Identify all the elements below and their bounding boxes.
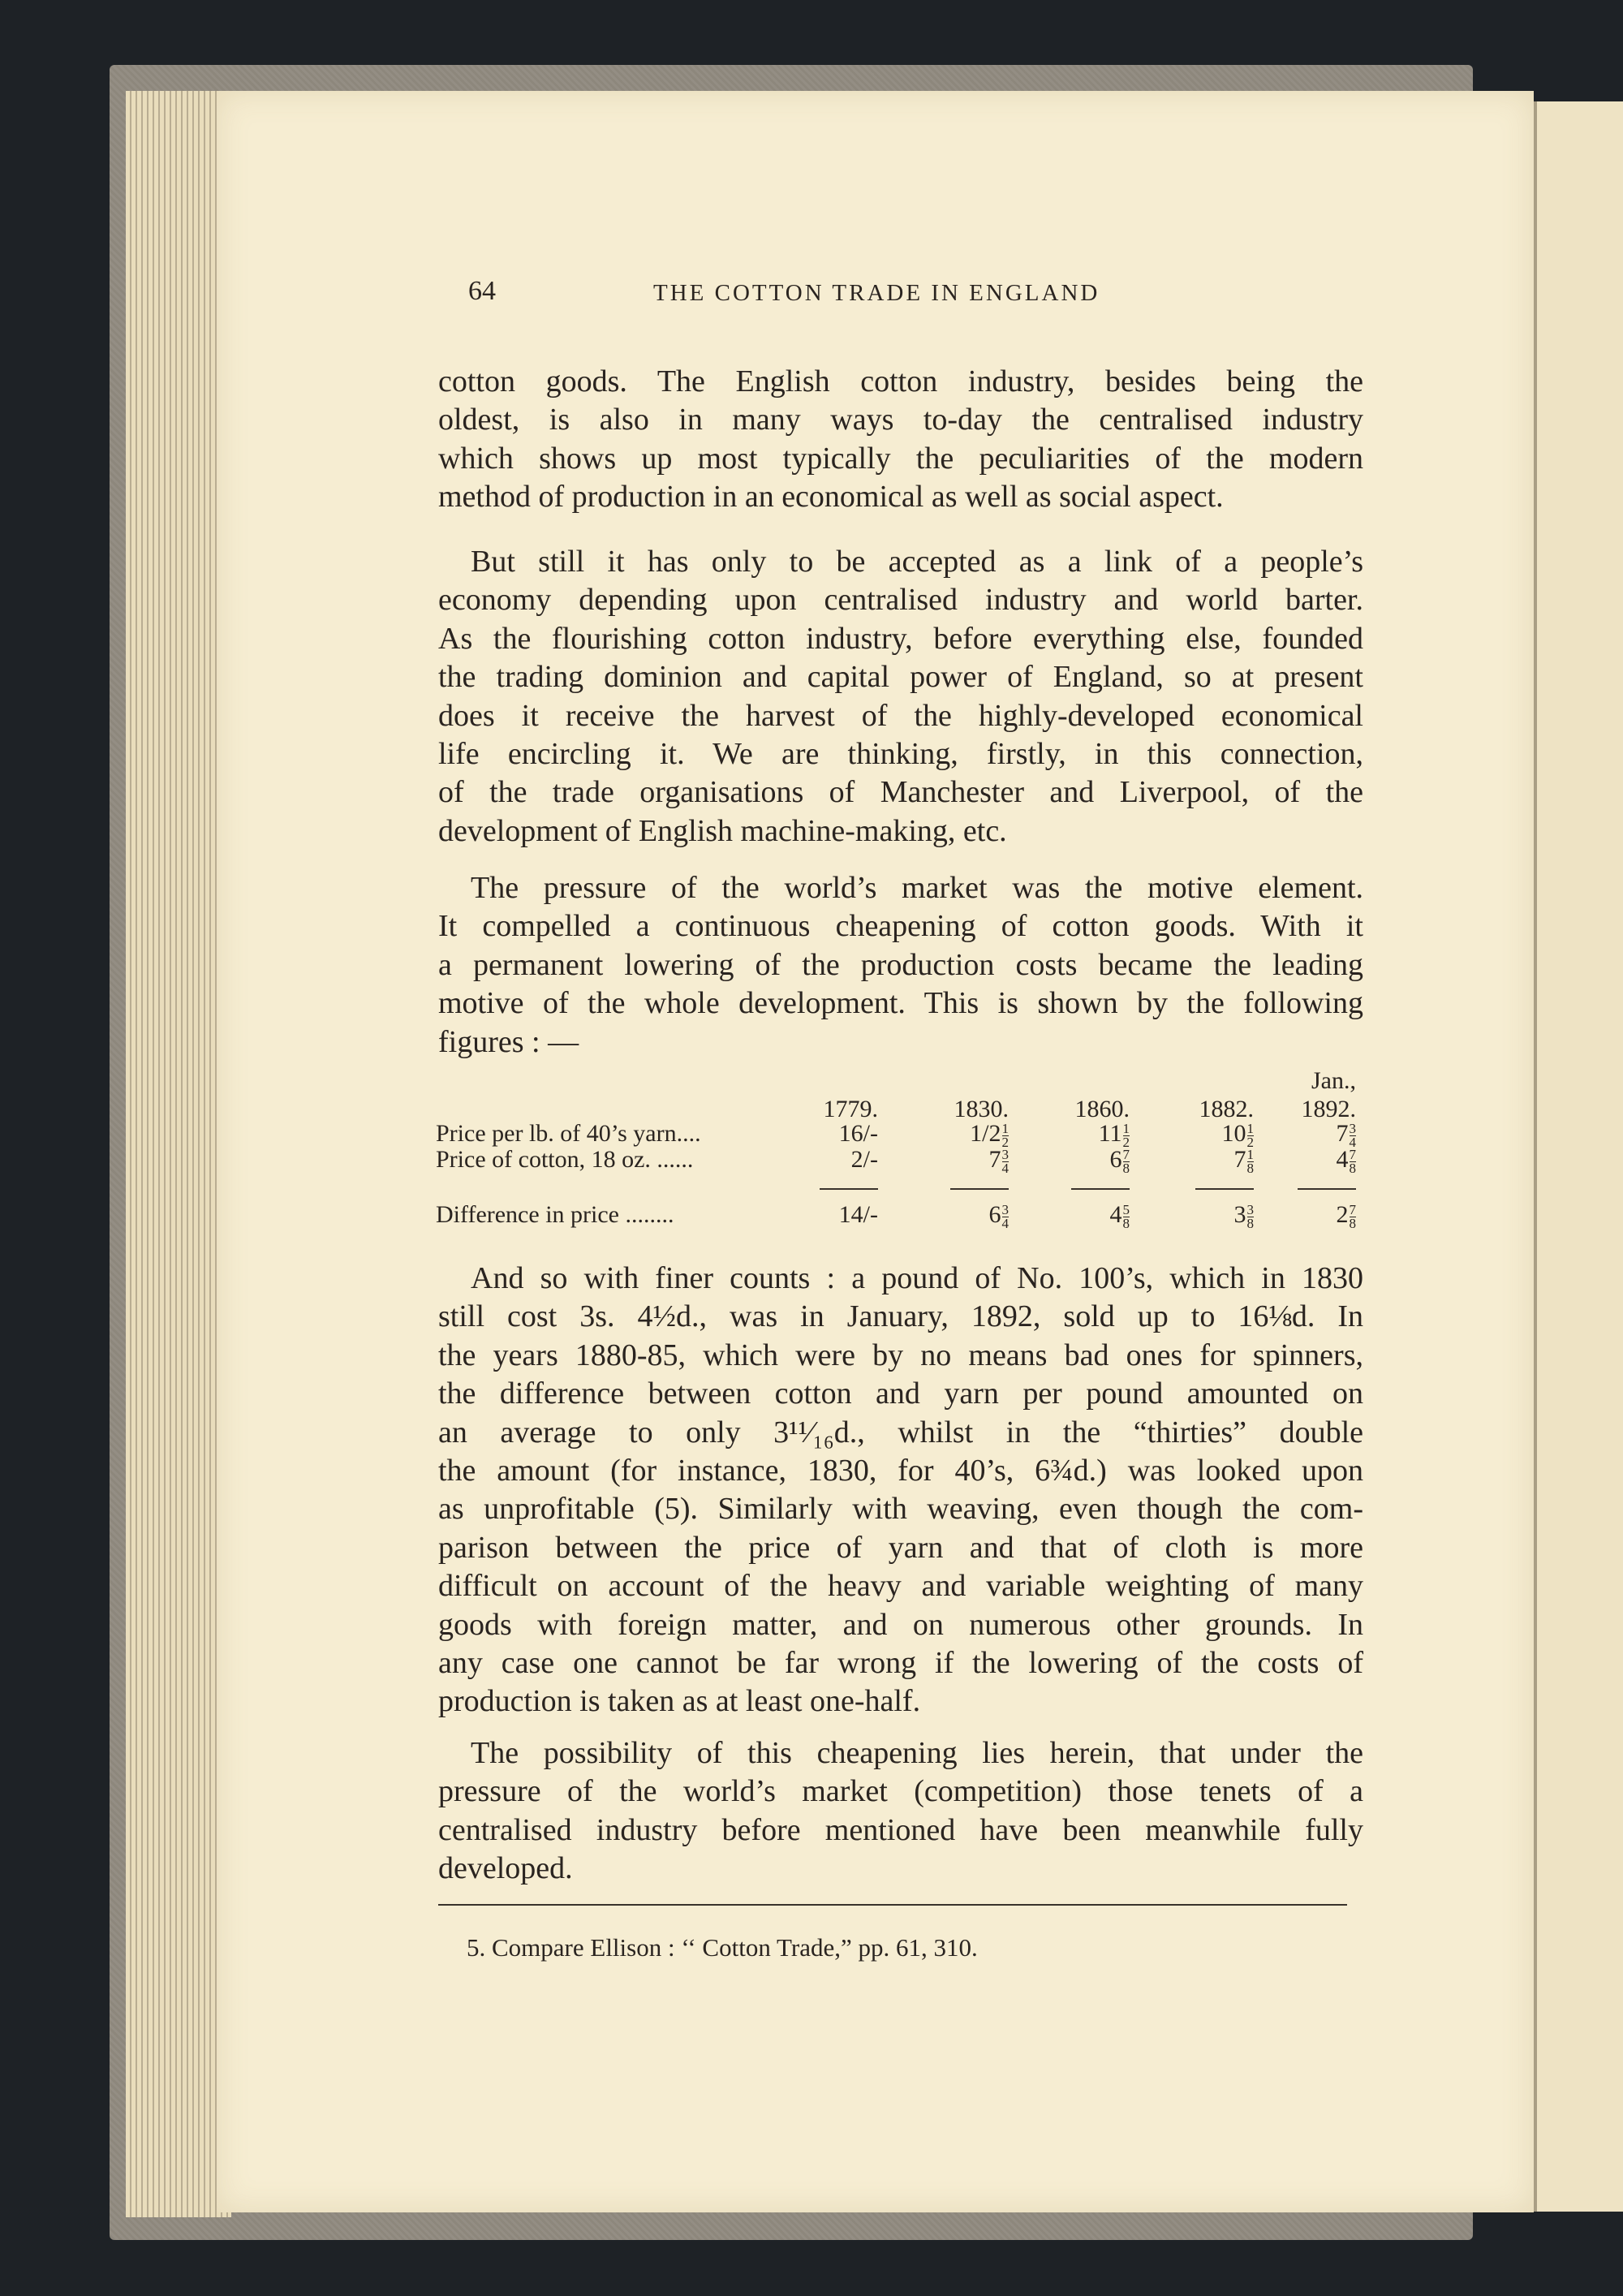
- numerator: 7: [1122, 1146, 1130, 1162]
- denominator: 8: [1122, 1160, 1130, 1176]
- text-line: centralised industry before mentioned have been meanwhile fully: [438, 1812, 1363, 1847]
- table-year-header: 1882.: [1199, 1096, 1254, 1122]
- text-line: It compelled a continuous cheapening of cotton goods. With it: [438, 909, 1363, 944]
- table-cell: [1242, 1201, 1356, 1230]
- paragraph-2: [438, 543, 1363, 851]
- text-line: as unprofitable (5). Similarly with weaving, even though the com-: [438, 1492, 1363, 1527]
- cell-fraction: [1123, 1122, 1130, 1149]
- text-line: any case one cannot be far wrong if the lowering of the costs of: [438, 1645, 1363, 1680]
- denominator: 4: [1001, 1160, 1009, 1176]
- text-line: figures : —: [438, 1024, 579, 1059]
- cell-whole: 14/-: [838, 1201, 878, 1228]
- cell-whole: 2/-: [850, 1146, 878, 1173]
- numerator: 1: [1246, 1146, 1254, 1162]
- text-line: difficult on account of the heavy and variable weighting of many: [438, 1569, 1363, 1604]
- table-row-label: Difference in price ........: [436, 1201, 674, 1228]
- cell-whole: 10: [1221, 1120, 1246, 1147]
- text-line: an average to only 3¹¹⁄₁₆d., whilst in the “thirties” double: [438, 1415, 1363, 1450]
- table-cell: [1140, 1120, 1254, 1149]
- cell-fraction: [1123, 1148, 1130, 1175]
- cell-whole: 11: [1098, 1120, 1122, 1147]
- denominator: 8: [1122, 1215, 1130, 1231]
- text-line: The possibility of this cheapening lies herein, that under the: [471, 1736, 1363, 1770]
- denominator: 2: [1001, 1134, 1009, 1150]
- cell-whole: 1/2: [970, 1120, 1001, 1147]
- denominator: 8: [1349, 1215, 1356, 1231]
- text-line: method of production in an economical as well as social aspect.: [438, 480, 1224, 515]
- denominator: 8: [1246, 1215, 1254, 1231]
- text-line: development of English machine-making, etc.: [438, 813, 1007, 848]
- table-cell: [764, 1146, 878, 1174]
- numerator: 1: [1001, 1120, 1009, 1136]
- cell-whole: 3: [1233, 1201, 1246, 1228]
- cell-whole: 7: [1336, 1120, 1349, 1147]
- numerator: 3: [1349, 1120, 1356, 1136]
- table-cell: [764, 1120, 878, 1148]
- table-cell: [764, 1201, 878, 1229]
- footnote: 5. Compare Ellison : ‘‘ Cotton Trade,” pp. 61, 310.: [467, 1933, 978, 1962]
- cell-fraction: [1002, 1148, 1010, 1175]
- cell-fraction: [1002, 1122, 1010, 1149]
- text-line: As the flourishing cotton industry, before everything else, founded: [438, 621, 1363, 656]
- text-line: still cost 3s. 4½d., was in January, 1892, sold up to 16⅛d. In: [438, 1299, 1363, 1334]
- paragraph-1: [438, 363, 1363, 517]
- page-number: 64: [468, 276, 496, 306]
- cell-whole: 6: [1109, 1146, 1122, 1173]
- table-cell: [1242, 1120, 1356, 1149]
- denominator: 8: [1246, 1160, 1254, 1176]
- numerator: 7: [1349, 1201, 1356, 1217]
- running-title: THE COTTON TRADE IN ENGLAND: [653, 280, 1100, 306]
- table-year-header: 1830.: [954, 1096, 1009, 1122]
- cell-fraction: [1350, 1122, 1357, 1149]
- cell-whole: 6: [988, 1201, 1001, 1228]
- text-line: parison between the price of yarn and that of cloth is more: [438, 1530, 1363, 1565]
- text-line: economy depending upon centralised industry and world barter.: [438, 583, 1363, 618]
- text-line: But still it has only to be accepted as a link of a people’s: [471, 545, 1363, 579]
- table-cell: [895, 1120, 1009, 1149]
- denominator: 4: [1001, 1215, 1009, 1231]
- numerator: 1: [1246, 1120, 1254, 1136]
- cell-whole: 2: [1336, 1201, 1349, 1228]
- table-sum-rule: [950, 1188, 1009, 1190]
- paragraph-4: [438, 1260, 1363, 1721]
- table-sum-rule: [1298, 1188, 1356, 1190]
- numerator: 3: [1246, 1201, 1254, 1217]
- text-line: motive of the whole development. This is shown by the following: [438, 986, 1363, 1021]
- table-cell: [1242, 1146, 1356, 1175]
- text-line: the amount (for instance, 1830, for 40’s, 6¾d.) was looked upon: [438, 1453, 1363, 1488]
- table-cell: [895, 1201, 1009, 1230]
- text-line: developed.: [438, 1851, 573, 1886]
- text-line: a permanent lowering of the production costs became the leading: [438, 947, 1363, 982]
- numerator: 3: [1001, 1201, 1009, 1217]
- table-cell: [895, 1146, 1009, 1175]
- numerator: 1: [1122, 1120, 1130, 1136]
- text-line: of the trade organisations of Manchester and Liverpool, of the: [438, 775, 1363, 810]
- cell-fraction: [1350, 1148, 1357, 1175]
- table-sum-rule: [1071, 1188, 1130, 1190]
- table-cell: [1016, 1120, 1130, 1149]
- denominator: 8: [1349, 1160, 1356, 1176]
- footnote-divider: [438, 1904, 1347, 1906]
- text-line: which shows up most typically the peculiarities of the modern: [438, 441, 1363, 476]
- table-sum-rule: [1195, 1188, 1254, 1190]
- paragraph-5: [438, 1734, 1363, 1889]
- cell-whole: 7: [1233, 1146, 1246, 1173]
- cell-whole: 7: [988, 1146, 1001, 1173]
- paragraph-3: [438, 869, 1363, 1062]
- text-line: production is taken as at least one-half.: [438, 1684, 921, 1719]
- text-line: life encircling it. We are thinking, firstly, in this connection,: [438, 736, 1363, 771]
- table-cell: [1140, 1146, 1254, 1175]
- cell-fraction: [1001, 1201, 1010, 1231]
- numerator: 7: [1349, 1146, 1356, 1162]
- text-line: And so with finer counts : a pound of No. 100’s, which in 1830: [471, 1261, 1363, 1295]
- text-line: pressure of the world’s market (competition) those tenets of a: [438, 1774, 1363, 1809]
- denominator: 2: [1122, 1134, 1130, 1150]
- table-row-label: Price of cotton, 18 oz. ......: [436, 1146, 694, 1173]
- table-year-header: 1860.: [1074, 1096, 1130, 1122]
- table-cell: [1016, 1146, 1130, 1175]
- page-edges: [126, 91, 231, 2217]
- numerator: 3: [1001, 1146, 1009, 1162]
- denominator: 2: [1246, 1134, 1254, 1150]
- text-line: oldest, is also in many ways to-day the centralised industry: [438, 403, 1363, 437]
- table-row-label: Price per lb. of 40’s yarn....: [436, 1120, 701, 1147]
- facing-page-edge: [1534, 101, 1623, 2212]
- text-line: the trading dominion and capital power of England, so at present: [438, 660, 1363, 695]
- cell-whole: 16/-: [838, 1120, 878, 1147]
- cell-whole: 4: [1109, 1201, 1122, 1228]
- text-line: goods with foreign matter, and on numerous other grounds. In: [438, 1607, 1363, 1642]
- table-sum-rule: [820, 1188, 878, 1190]
- denominator: 4: [1349, 1134, 1356, 1150]
- text-line: the years 1880-85, which were by no means bad ones for spinners,: [438, 1338, 1363, 1372]
- text-line: the difference between cotton and yarn per pound amounted on: [438, 1376, 1363, 1411]
- table-year-header: 1892.: [1301, 1096, 1356, 1122]
- text-line: The pressure of the world’s market was the motive element.: [471, 871, 1363, 905]
- table-year-header: 1779.: [823, 1096, 878, 1122]
- cell-fraction: [1349, 1201, 1357, 1231]
- text-line: does it receive the harvest of the highly-developed economical: [438, 698, 1363, 733]
- table-cell: [1016, 1201, 1130, 1230]
- numerator: 5: [1122, 1201, 1130, 1217]
- cell-whole: 4: [1336, 1146, 1349, 1173]
- table-year-prefix: Jan.,: [1311, 1067, 1356, 1094]
- text-line: cotton goods. The English cotton industry, besides being the: [438, 364, 1363, 398]
- table-cell: [1140, 1201, 1254, 1230]
- cell-fraction: [1122, 1201, 1130, 1231]
